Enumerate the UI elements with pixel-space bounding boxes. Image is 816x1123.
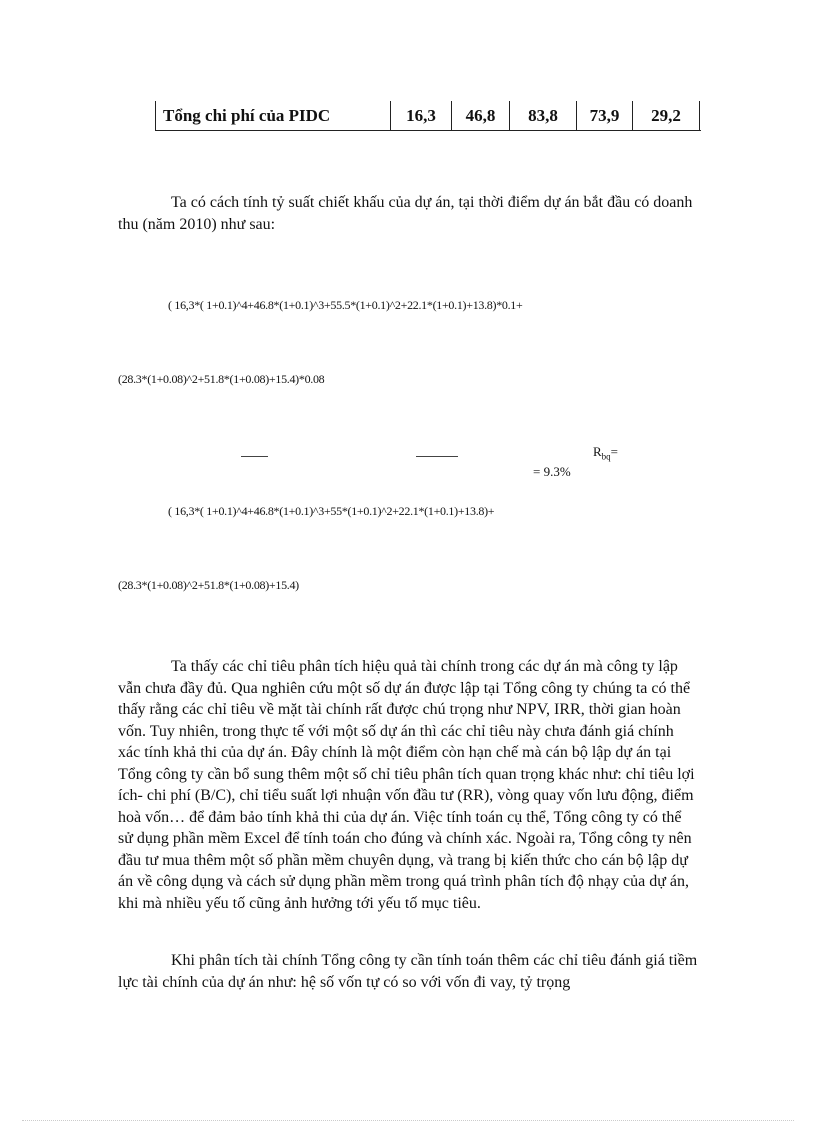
formula-numerator-line-1: ( 16,3*( 1+0.1)^4+46.8*(1+0.1)^3+55.5*(1+0.1)^2+22.1*(1+0.1)+13.8)*0.1+ — [168, 298, 523, 312]
table-bottom-border — [155, 130, 701, 131]
rbq-label — [593, 444, 618, 462]
value-cell: 16,3 — [406, 106, 436, 125]
rbq-equals: = — [610, 444, 619, 459]
rbq-subscript: bq — [601, 451, 611, 462]
page-bottom-border — [22, 1120, 794, 1121]
formula-denominator-line-1: ( 16,3*( 1+0.1)^4+46.8*(1+0.1)^3+55*(1+0.1)^2+22.1*(1+0.1)+13.8)+ — [168, 504, 495, 518]
table-border-right — [699, 101, 700, 130]
analysis-paragraph: Ta thấy các chỉ tiêu phân tích hiệu quả tài chính trong các dự án mà công ty lập vẫn chưa đầy đủ. Qua nghiên cứu một số dự án được lập tại Tổng công ty chúng ta có thể thấy rằng các chỉ tiêu về mặt tài chính rất được chú trọng như NPV, IRR, thời gian hoàn vốn. Tuy nhiên, trong thực tế với một số dự án thì các chỉ tiêu này chưa đánh giá chính xác tính khả thi của dự án. Đây chính là một điểm còn hạn chế mà cán bộ lập dự án tại Tổng công ty cần bổ sung thêm một số chỉ tiêu phân tích quan trọng khác như: chỉ tiêu lợi ích- chi phí (B/C), chỉ tiểu suất lợi nhuận vốn đầu tư (RR), vòng quay vốn lưu động, điểm hoà vốn… để đảm bảo tính khả thi của dự án. Việc tính toán cụ thể, Tổng công ty có thể sử dụng phần mềm Excel để tính toán cho đúng và chính xác. Ngoài ra, Tổng công ty nên đầu tư mua thêm một số phần mềm chuyên dụng, và trang bị kiến thức cho cán bộ lập dự án về công dụng và cách sử dụng phần mềm trong quá trình phân tích độ nhạy của dự án, khi mà nhiều yếu tố cũng ảnh hưởng tới yếu tố mục tiêu. — [118, 658, 695, 912]
closing-paragraph: Khi phân tích tài chính Tổng công ty cần tính toán thêm các chỉ tiêu đánh giá tiềm lực tài chính của dự án như: hệ số vốn tự có so với vốn đi vay, tỷ trọng — [118, 952, 698, 991]
value-cell: 73,9 — [589, 106, 620, 125]
formula-result: = 9.3% — [533, 464, 571, 479]
fraction-bar — [416, 456, 458, 457]
rbq-symbol: R — [593, 444, 602, 459]
value-cell: 46,8 — [465, 106, 496, 125]
row-label: Tổng chi phí của PIDC — [163, 106, 331, 125]
cost-table-row — [155, 101, 701, 131]
intro-paragraph: Ta có cách tính tỷ suất chiết khấu của dự án, tại thời điểm dự án bắt đầu có doanh thu (năm 2010) như sau: — [118, 194, 693, 233]
fraction-bar — [241, 456, 268, 457]
formula-denominator-line-2: (28.3*(1+0.08)^2+51.8*(1+0.08)+15.4) — [118, 578, 299, 592]
value-cell: 83,8 — [528, 106, 558, 125]
formula-numerator-line-2: (28.3*(1+0.08)^2+51.8*(1+0.08)+15.4)*0.08 — [118, 372, 325, 386]
value-cell: 29,2 — [651, 106, 681, 125]
